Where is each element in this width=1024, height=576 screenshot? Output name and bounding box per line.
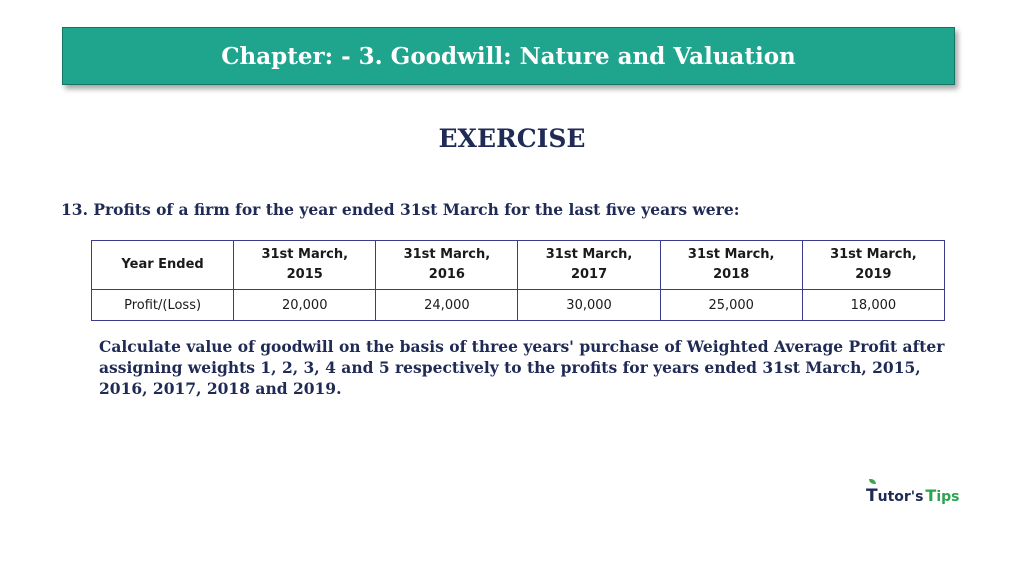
profit-cell: 18,000 [802,290,944,321]
header-year-2015 [234,241,376,290]
logo-initial-text: T [866,486,878,506]
header-line: 31st March, [261,247,349,262]
header-year-ended: Year Ended [92,241,234,290]
header-line: 31st March, [830,247,917,262]
instruction-text: Calculate value of goodwill on the basis of three years' purchase of Weighted Average Profit after assigning weights 1, 2, 3, 4 and 5 respectively to the profits for years ended 31st March, 2015, 2016, 2017, 2018 and 2019. [99,337,945,398]
header-line: 2018 [713,267,750,282]
table-header-row [92,241,945,290]
profit-cell: 24,000 [376,290,518,321]
profit-cell: 25,000 [660,290,802,321]
question-text: 13. Profits of a firm for the year ended 31st March for the last five years were: [61,200,740,219]
chapter-banner [62,27,955,85]
profit-cell: 30,000 [518,290,660,321]
logo-t-initial [866,486,878,506]
row-label: Profit/(Loss) [92,290,234,321]
tutorstips-logo [866,486,960,506]
leaf-icon [869,479,876,484]
logo-part2: ips [936,489,960,505]
chapter-title: Chapter: - 3. Goodwill: Nature and Valuation [221,42,796,70]
header-year-2018 [660,241,802,290]
exercise-heading: EXERCISE [438,124,586,153]
header-line: 2017 [570,267,608,282]
header-line: 31st March, [687,247,775,262]
header-line: 2016 [428,267,465,282]
header-line: 2019 [855,267,892,282]
header-line: 31st March, [403,247,491,262]
table-row [92,290,945,321]
profit-cell: 20,000 [234,290,376,321]
header-line: 31st March, [545,247,633,262]
logo-part1: utor's [877,489,924,505]
logo-tips-initial: T [925,486,937,505]
header-year-2016 [376,241,518,290]
profit-table [91,240,945,321]
header-year-2019 [802,241,944,290]
header-line: 2015 [286,267,323,282]
header-year-2017 [518,241,660,290]
